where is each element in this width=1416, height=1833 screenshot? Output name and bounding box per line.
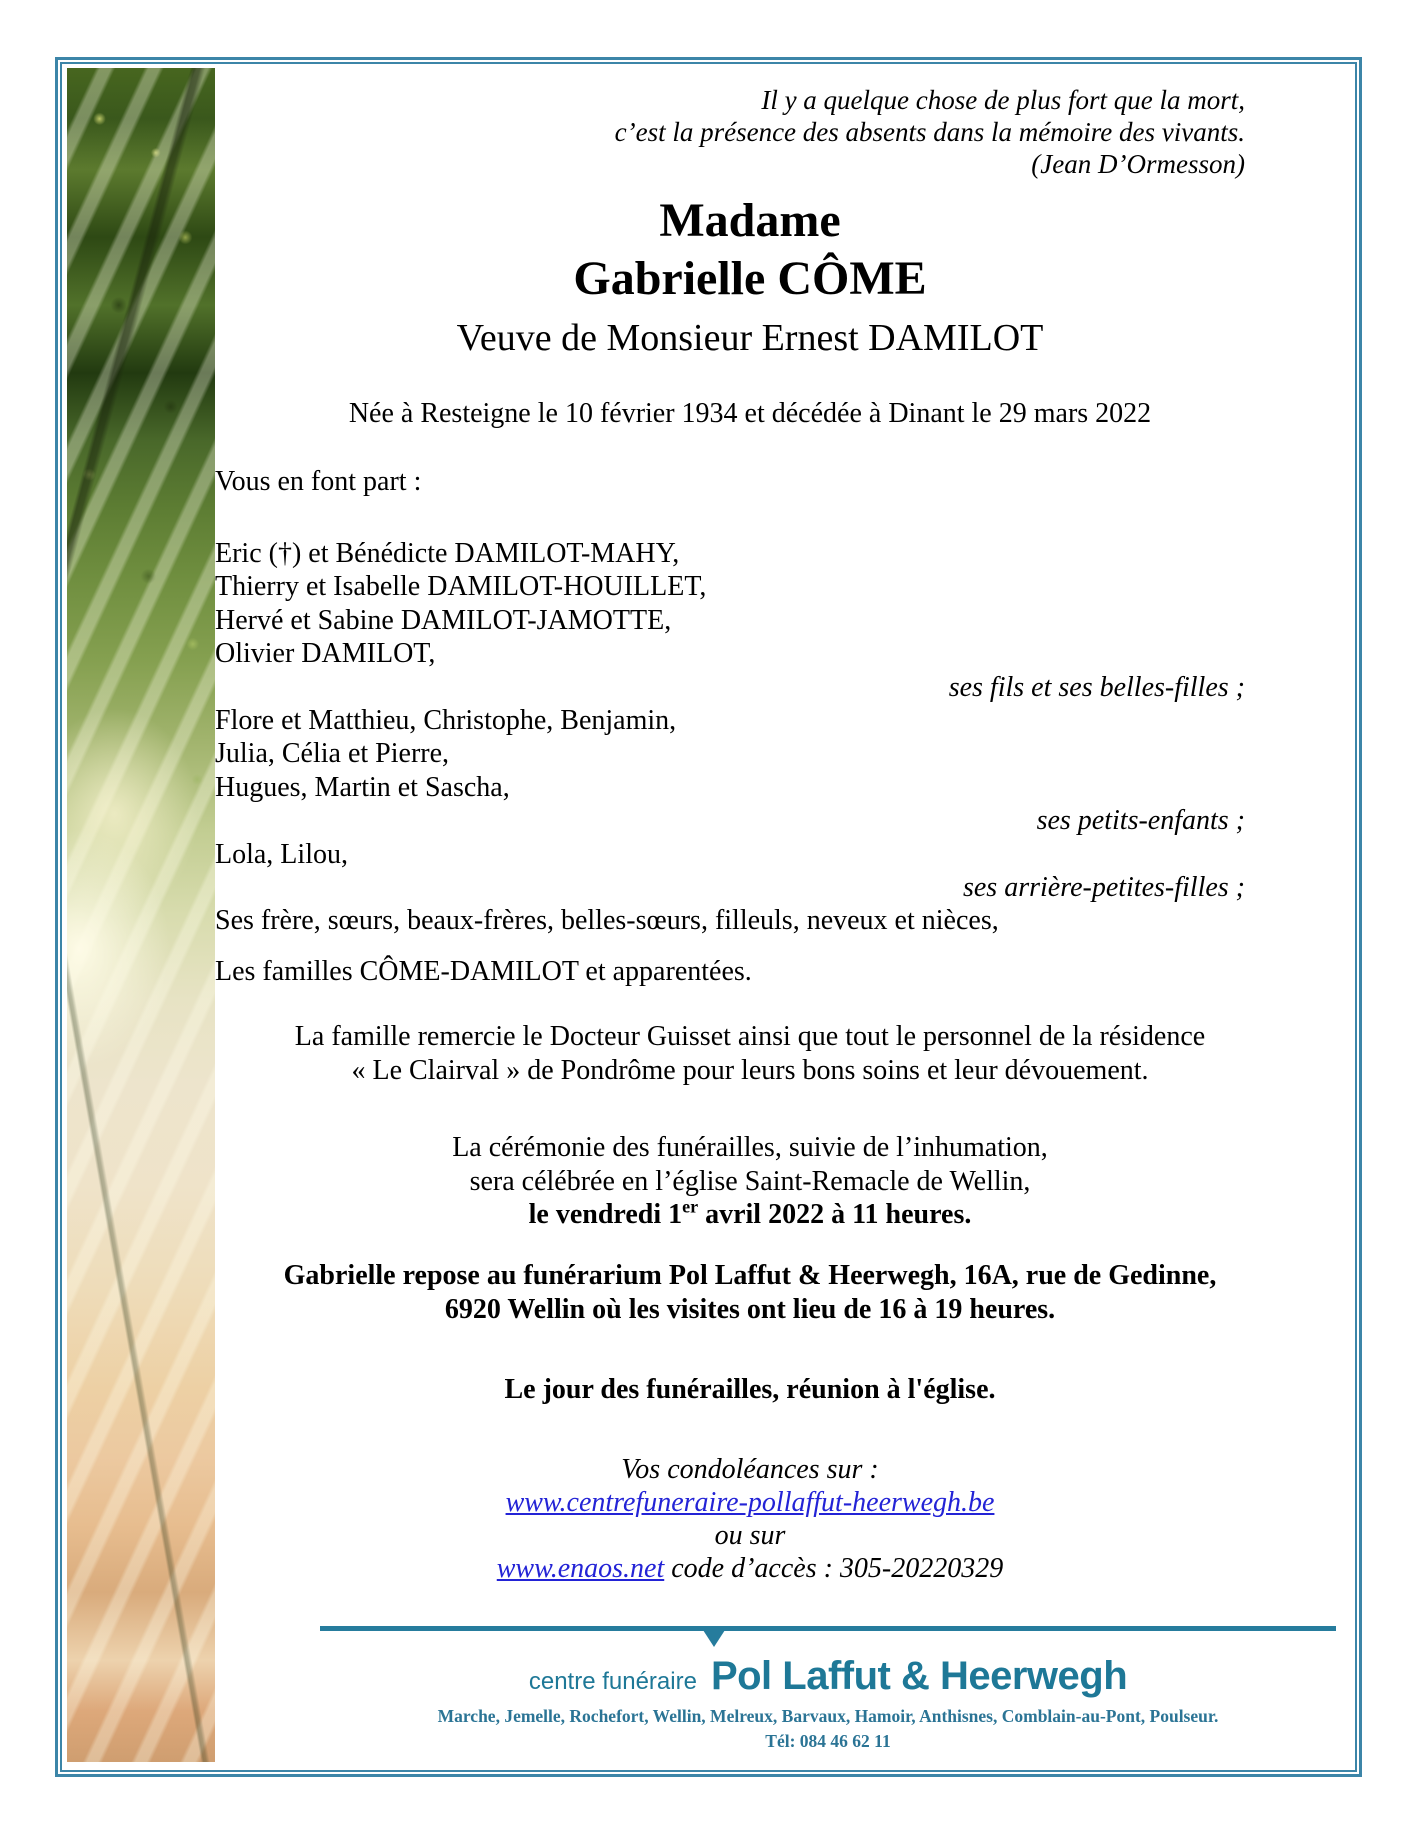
condolences-link-enaos[interactable]: www.enaos.net: [496, 1553, 665, 1584]
ceremony-date-ordinal: er: [682, 1196, 699, 1217]
family-line: Olivier DAMILOT,: [215, 638, 436, 670]
relationship-label-grandchildren: ses petits-enfants ;: [1036, 805, 1245, 837]
condolences-intro: Vos condoléances sur :: [621, 1454, 879, 1485]
quote-line: Il y a quelque chose de plus fort que la mort,: [761, 85, 1245, 115]
deceased-title-block: [250, 192, 1250, 360]
brand-prefix: centre funéraire: [528, 1668, 697, 1695]
deceased-name: Gabrielle CÔME: [573, 252, 927, 305]
family-line: Hervé et Sabine DAMILOT-JAMOTTE,: [215, 604, 672, 636]
repose-line: Gabrielle repose au funérarium Pol Laffut & Heerwegh, 16A, rue de Gedinne,: [283, 1260, 1217, 1291]
relatives-line: Ses frère, sœurs, beaux-frères, belles-sœurs, filleuls, neveux et nièces,: [215, 905, 999, 937]
ceremony-line: La cérémonie des funérailles, suivie de l’inhumation,: [452, 1132, 1048, 1163]
family-line: Flore et Matthieu, Christophe, Benjamin,: [215, 705, 677, 737]
access-code: code d’accès : 305-20220329: [664, 1553, 1004, 1584]
widow-line: Veuve de Monsieur Ernest DAMILOT: [456, 317, 1044, 359]
ceremony-date-line: [250, 1198, 1250, 1232]
thanks-line: « Le Clairval » de Pondrôme pour leurs bons soins et leur dévouement.: [351, 1054, 1149, 1086]
brand-name: Pol Laffut & Heerwegh: [711, 1654, 1127, 1699]
condolences-link-centrefuneraire[interactable]: www.centrefuneraire-pollaffut-heerwegh.be: [505, 1487, 995, 1518]
family-line: Julia, Célia et Pierre,: [215, 738, 450, 770]
deceased-salutation: Madame: [659, 194, 841, 247]
relationship-label-sons: ses fils et ses belles-filles ;: [948, 671, 1245, 703]
thanks-paragraph: [250, 1020, 1250, 1087]
forest-path-photo: [67, 68, 215, 1762]
family-line: Eric (†) et Bénédicte DAMILOT-MAHY,: [215, 538, 680, 569]
relationship-label-great-grandchildren: ses arrière-petites-filles ;: [962, 872, 1245, 904]
ceremony-paragraph: [250, 1131, 1250, 1232]
funeral-home-footer: [320, 1630, 1336, 1752]
footer-locations: Marche, Jemelle, Rochefort, Wellin, Melreux, Barvaux, Hamoir, Anthisnes, Comblain-au-Pont, Poulseur.: [437, 1706, 1219, 1726]
ceremony-line: sera célébrée en l’église Saint-Remacle de Wellin,: [469, 1165, 1031, 1197]
repose-paragraph: [250, 1259, 1250, 1326]
quote-line: c’est la présence des absents dans la mémoire des vivants.: [614, 117, 1245, 147]
family-list: [215, 537, 1245, 938]
family-line: Lola, Lilou,: [215, 838, 348, 870]
footer-phone: Tél: 084 46 62 11: [765, 1731, 891, 1751]
family-line: Thierry et Isabelle DAMILOT-HOUILLET,: [215, 571, 707, 603]
down-triangle-icon: [703, 1630, 725, 1647]
funeral-home-logo: [320, 1654, 1336, 1699]
opening-quote: [215, 84, 1245, 180]
thanks-line: La famille remercie le Docteur Guisset ainsi que tout le personnel de la résidence: [294, 1021, 1206, 1052]
ceremony-date-pre: le vendredi 1: [528, 1199, 683, 1230]
families-line: Les familles CÔME-DAMILOT et apparentées.: [215, 956, 752, 987]
quote-attribution: (Jean D’Ormesson): [1031, 149, 1245, 179]
repose-line: 6920 Wellin où les visites ont lieu de 16 à 19 heures.: [444, 1293, 1056, 1325]
gathering-line: Le jour des funérailles, réunion à l'église.: [504, 1374, 996, 1405]
family-line: Hugues, Martin et Sascha,: [215, 771, 510, 803]
ceremony-date-post: avril 2022 à 11 heures.: [698, 1199, 972, 1230]
condolences-block: [250, 1453, 1250, 1585]
condolences-or: ou sur: [714, 1520, 786, 1551]
life-dates-line: Née à Resteigne le 10 février 1934 et décédée à Dinant le 29 mars 2022: [348, 398, 1152, 429]
announcement-intro: Vous en font part :: [215, 466, 422, 497]
